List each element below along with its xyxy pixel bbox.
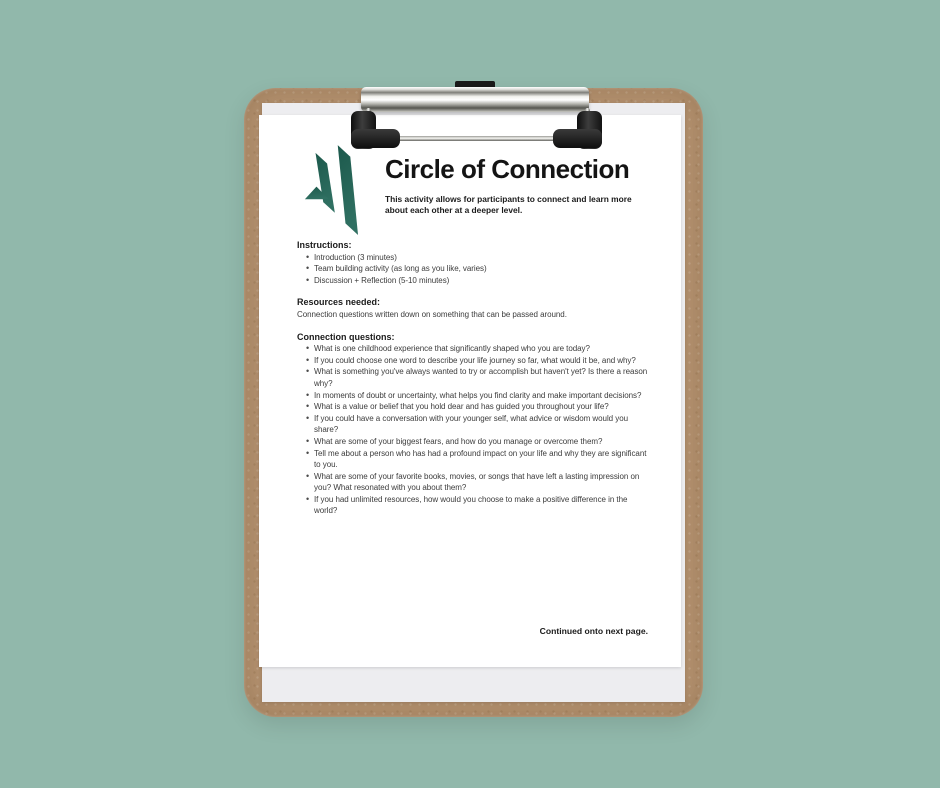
list-item: • Discussion + Reflection (5-10 minutes)	[297, 275, 651, 287]
list-item: • Team building activity (as long as you like, varies)	[297, 263, 651, 275]
document-page	[259, 115, 681, 667]
list-item: • If you could choose one word to describe your life journey so far, what would it be, and why?	[297, 355, 651, 367]
resources-text: Connection questions written down on something that can be passed around.	[297, 309, 567, 319]
list-item: • What is something you've always wanted to try or accomplish but haven't yet? Is there a reason why?	[297, 366, 651, 389]
brand-logo-icon	[301, 143, 359, 240]
instructions-heading: Instructions:	[297, 240, 352, 250]
questions-list	[297, 343, 651, 517]
list-item: • If you could have a conversation with your younger self, what advice or wisdom would you share?	[297, 413, 651, 436]
list-item: • In moments of doubt or uncertainty, what helps you find clarity and make important decisions?	[297, 390, 651, 402]
list-item: • What are some of your favorite books, movies, or songs that have left a lasting impression on you? What resonated with you about them?	[297, 471, 651, 494]
list-item: • What is a value or belief that you hold dear and has guided you throughout your life?	[297, 401, 651, 413]
list-item: • What are some of your biggest fears, and how do you manage or overcome them?	[297, 436, 651, 448]
list-item: • Introduction (3 minutes)	[297, 252, 651, 264]
list-item: • What is one childhood experience that significantly shaped who you are today?	[297, 343, 651, 355]
clip-grip-right-arm	[553, 129, 602, 148]
clip-grip-left-arm	[351, 129, 400, 148]
clip-barrel	[361, 87, 589, 112]
continued-note: Continued onto next page.	[539, 626, 648, 636]
resources-heading: Resources needed:	[297, 297, 381, 308]
page-title: Circle of Connection	[385, 154, 630, 184]
instructions-list	[297, 252, 651, 287]
page-subtitle: This activity allows for participants to connect and learn more about each other at a deeper level.	[385, 194, 632, 216]
document-content	[297, 240, 651, 517]
list-item: • Tell me about a person who has had a profound impact on your life and why they are significant to you.	[297, 448, 651, 471]
list-item: • If you had unlimited resources, how would you choose to make a positive difference in the world?	[297, 494, 651, 517]
questions-heading: Connection questions:	[297, 331, 395, 342]
